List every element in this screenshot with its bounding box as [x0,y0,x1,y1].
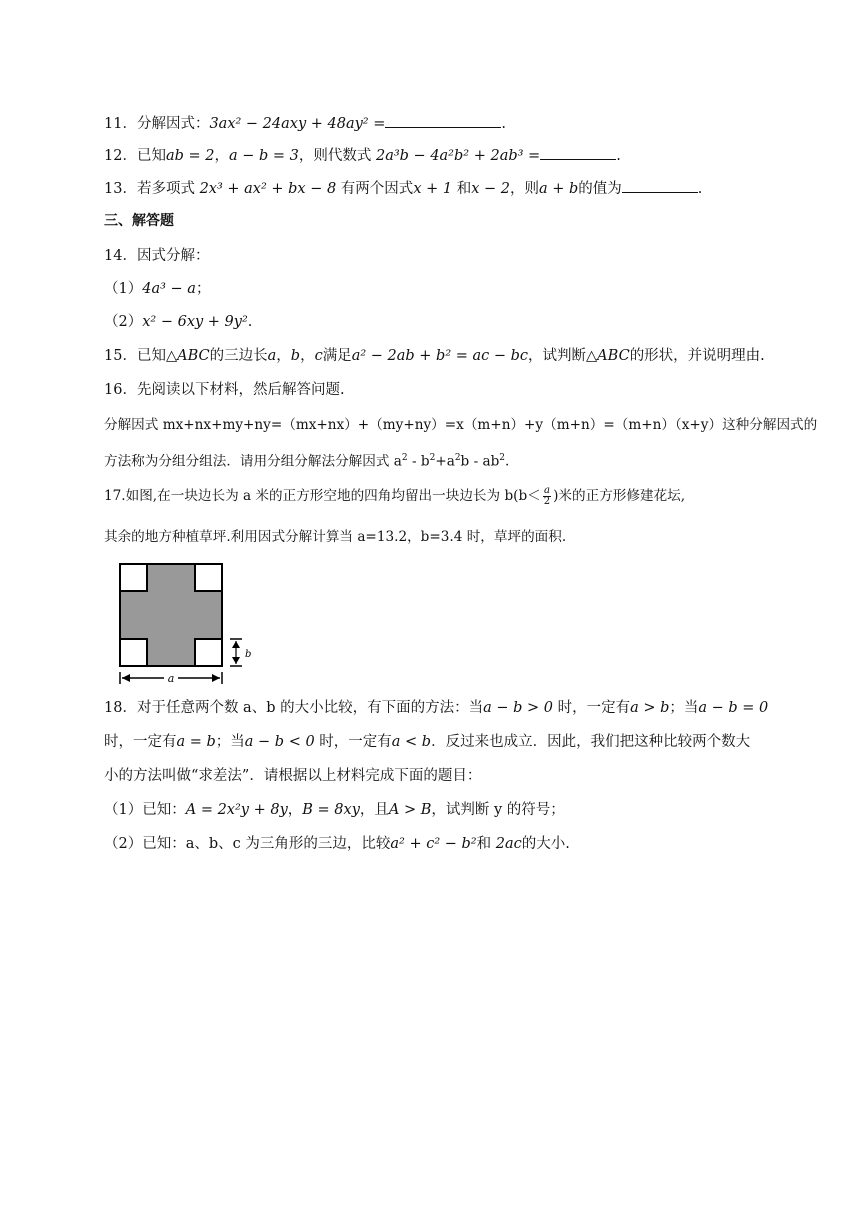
label-a: a [167,672,175,685]
answer-blank[interactable] [622,178,698,193]
fraction [543,486,551,507]
question-number: 11． [104,116,137,132]
section-heading: 三、解答题 [104,213,174,229]
math-expression: x + 1 [413,181,453,197]
arrow-head [122,674,130,682]
question-11 [104,113,506,134]
corner-square-top-right [195,564,222,591]
math-expression: 2ac [495,836,522,852]
question-14 [104,246,209,266]
period: . [501,116,506,132]
question-number: 12． [104,148,137,164]
question-number: 15． [104,348,137,364]
math-expression: 4a³ − a [142,281,196,297]
question-text: - b [407,453,430,470]
math-expression: a − b = 3 [228,148,299,164]
question-text: ，试判断 y 的符号； [431,802,565,818]
question-text: 的三边长 [209,348,268,364]
math-expression: B = 8xy [302,802,360,818]
math-expression: x² − 6xy + 9y² [142,314,248,330]
question-text: ，则 [509,181,539,197]
math-expression: a < b [391,734,432,750]
math-expression: a² − 2ab + b² = ac − bc [351,348,529,364]
arrow-head [232,641,240,648]
math-expression: b [290,348,301,364]
fraction-denominator: 2 [543,496,551,507]
question-text: 时，一定有 [314,734,392,750]
question-text: ， [300,348,315,364]
question-text: 的形状，并说明理由. [629,348,765,364]
question-text: 方法称为分组分组法．请用分组分解法分解因式 a [104,453,402,470]
math-expression: a + b [538,181,579,197]
superscript: 2 [401,453,408,463]
question-text: 17.如图,在一块边长为 a 米的正方形空地的四角均留出一块边长为 b(b＜ [104,488,541,504]
question-text: 的值为 [578,181,622,197]
question-number: 14． [104,248,137,264]
question-text: 和 [476,836,496,852]
superscript: 2 [499,453,506,463]
math-expression: 2x³ + ax² + bx − 8 [199,181,337,197]
part-label: （1） [104,281,143,297]
answer-blank[interactable] [540,145,616,160]
arrow-head [212,674,220,682]
math-expression: a > b [630,700,670,716]
question-15 [104,346,765,366]
question-14-part-1 [104,279,210,299]
question-text: 满足 [322,348,352,364]
question-text: ， [276,348,291,364]
question-text: ．反过来也成立．因此，我们把这种比较两个数大 [431,734,751,750]
period: . [616,148,621,164]
answer-blank[interactable] [385,113,501,128]
question-text: 时，一定有 [104,734,177,750]
question-text: ；当 [669,700,699,716]
math-expression: a − b > 0 [483,700,553,716]
question-18-line-2 [104,732,750,752]
question-text: （2）已知：a、b、c 为三角形的三边，比较 [104,836,391,852]
question-text: ， [287,802,303,818]
math-expression: a² + c² − b² [390,836,477,852]
math-expression: △ABC [586,348,630,364]
math-expression: A = 2x²y + 8y [185,802,288,818]
punctuation: . [247,314,253,330]
question-17 [104,486,685,507]
period: . [697,181,703,197]
question-17-line-2: 其余的地方种植草坪.利用因式分解计算当 a=13.2，b=3.4 时，草坪的面积. [104,529,567,545]
corner-square-bottom-left [120,639,147,666]
question-text: ，试判断 [528,348,587,364]
math-expression: a [267,348,277,364]
question-text: 分解因式： [136,116,210,132]
math-expression: A > B [388,802,432,818]
question-text: 时，一定有 [552,700,631,716]
question-12 [104,145,621,166]
question-text: ，则代数式 [298,148,376,164]
period: . [505,453,510,470]
question-text: )米的正方形修建花坛, [553,488,686,504]
question-text: +a [435,453,455,470]
math-expression: 3ax² − 24axy + 48ay² = [209,116,386,132]
math-expression: c [314,348,323,364]
question-text: 已知 [136,148,166,164]
question-18-part-1 [104,800,565,820]
question-text: 若多项式 [136,181,200,197]
question-18 [104,698,768,718]
math-expression: x − 2 [471,181,510,197]
question-text: 的大小. [521,836,570,852]
question-text: 和 [452,181,472,197]
corner-square-bottom-right [195,639,222,666]
question-text: 因式分解： [136,248,210,264]
question-text: ；当 [215,734,245,750]
superscript: 2 [454,453,461,463]
question-text: 有两个因式 [336,181,414,197]
question-18-line-3: 小的方法叫做“求差法”．请根据以上材料完成下面的题目： [104,768,482,784]
math-expression: 2a³b − 4a²b² + 2ab³ = [375,148,541,164]
question-text: 18．对于任意两个数 a、b 的大小比较，有下面的方法：当 [104,700,484,716]
square-garden-figure [112,556,262,690]
question-18-part-2 [104,834,570,854]
part-label: （2） [104,314,143,330]
punctuation: ； [195,281,211,297]
math-expression: ab = 2 [165,148,215,164]
question-16 [104,380,345,400]
math-expression: a = b [176,734,216,750]
question-number: 13． [104,181,137,197]
fraction-numerator: a [543,485,550,496]
question-14-part-2 [104,312,252,332]
question-text: （1）已知： [104,802,186,818]
question-text: b - ab [460,453,500,470]
question-13 [104,178,702,199]
question-number: 16． [104,382,137,398]
question-text: ， [214,148,229,164]
arrow-head [232,657,240,664]
superscript: 2 [429,453,436,463]
label-b: b [245,649,252,660]
question-text: ，且 [359,802,389,818]
math-expression: △ABC [165,348,210,364]
question-text: 已知 [136,348,166,364]
question-16-instruction [104,448,509,472]
question-16-material: 分解因式 mx+nx+my+ny=（mx+nx）+（my+ny）=x（m+n）+y（m+n）=（m+n）（x+y）这种分解因式的 [104,417,818,433]
math-expression: a − b < 0 [244,734,315,750]
math-expression: a − b = 0 [698,700,769,716]
question-text: 先阅读以下材料，然后解答问题. [136,382,345,398]
corner-square-top-left [120,564,147,591]
